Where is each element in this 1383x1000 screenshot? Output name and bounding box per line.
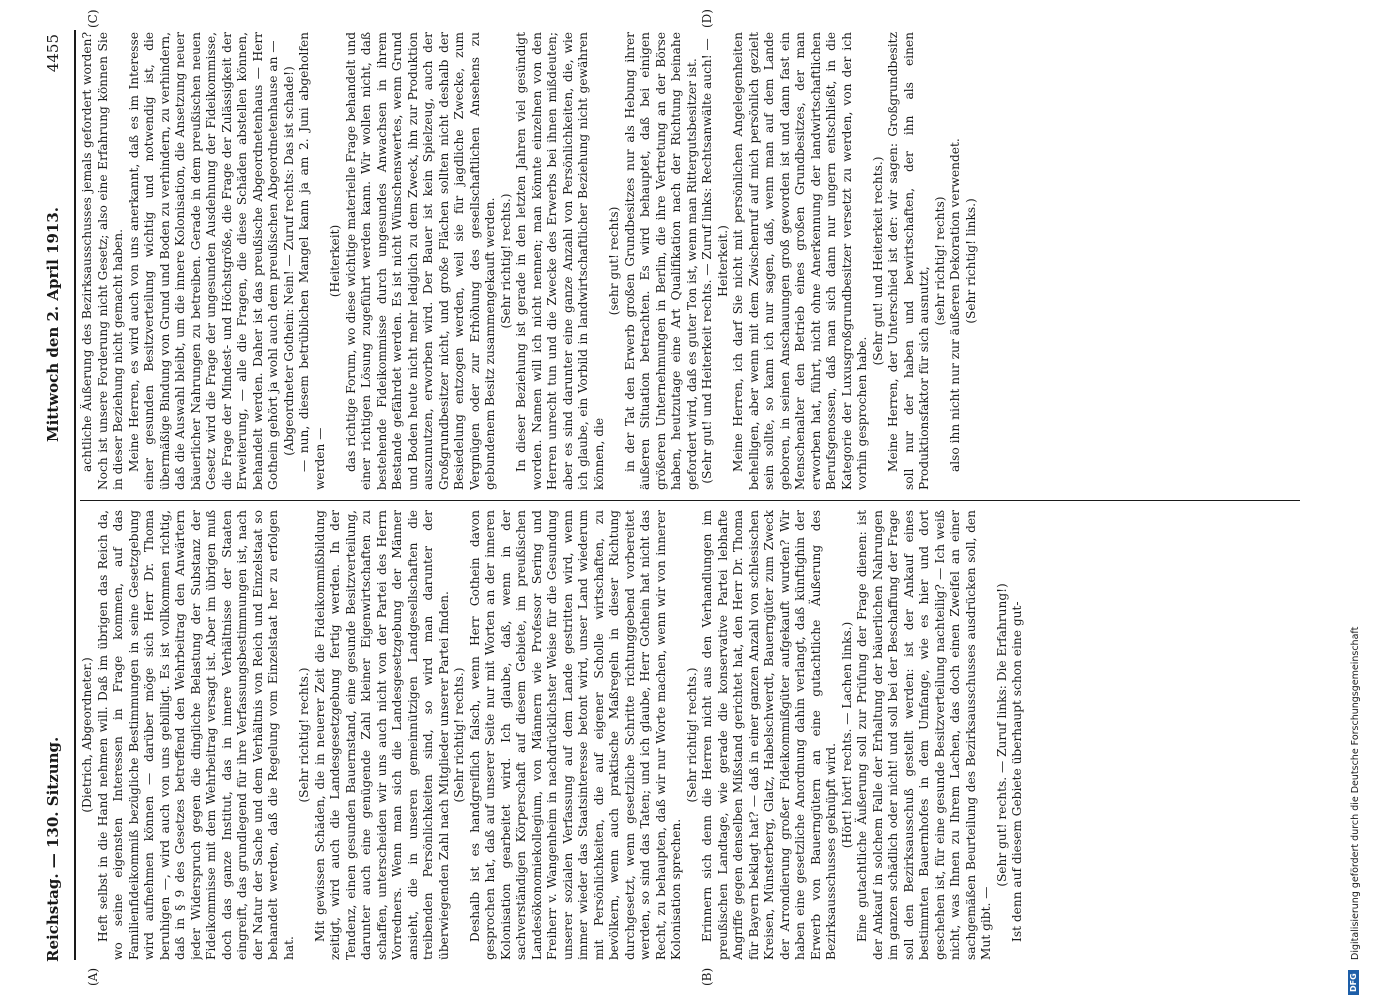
- paragraph: Eine gutachtliche Äußerung soll zur Prüfung der Frage dienen: ist der Ankauf in solchem Falle der Erhaltung der bäuerlichen Nahrungen im ganzen schädlich oder nicht! und soll bei der Beschaffung der Frage soll den Bezirksausschuß gestellt werden: ist der Ankauf eines bestimmten Bauernhofes in dem Umfange, wie es hier und dort geschehen ist, für eine gesunde Besitzverteilung nachteilig? — Ich weiß nicht, was Ihnen zu Ihrem Lachen, das doch einen Zweifel an einer sachgemäßen Beurteilung des Bezirksausschusses ausdrücken soll, den Mut gibt. —: [855, 510, 993, 960]
- paragraph: — nun, diesem betrüblichen Mangel kann ja am 2. Juni abgeholfen werden —: [297, 32, 327, 490]
- paragraph: (Heiterkeit): [328, 224, 342, 298]
- page-number: 4455: [44, 34, 62, 73]
- paragraph: also ihn nicht nur zur äußeren Dekoration verwendet.: [948, 138, 962, 472]
- column-divider: [80, 500, 1300, 501]
- page-header: [33, 34, 73, 962]
- dfg-logo: DFG: [1348, 970, 1359, 995]
- paragraph: Meine Herren, ich darf Sie nicht mit persönlichen Angelegenheiten behelligen, aber wenn mit dem Zwischenruf auf mich persönlich gezielt sein sollte, so kann ich nur sagen, daß, wenn man auf dem Lande geboren, in seinen Anschauungen groß geworden ist und dann fast ein Menschenalter den Betrieb eines großen Grundbesitzes, der man erworben hat, führt, nicht ohne Anerkennung der landwirtschaftlichen Berufsgenossen, daß man sich dann nur ungern entschließt, in die Kategorie der Luxusgroßgrundbesitzer versetzt zu werden, von der ich vorhin gesprochen habe.: [731, 32, 869, 490]
- left-column: [80, 510, 1300, 960]
- paragraph: das richtige Forum, wo diese wichtige materielle Frage behandelt und einer richtigen Lösung zugeführt werden kann. Wir wollen nicht, daß bestehende Fideikommisse durch ungesundes Anwachsen in ihrem Bestande gefährdet werden. Es ist nicht Wünschenswertes, wenn Grund und Boden heute nicht mehr lediglich zu dem Zweck, ihn zur Produktion auszunutzen, erworben wird. Der Bauer ist kein Spielzeug, auch der Großgrundbesitzer nicht, und große Flächen sollten nicht deshalb der Besiedelung entzogen werden, weil sie für jagdliche Zwecke, zum Vergnügen oder zur Erhöhung des gesellschaftlichen Ansehens zu gebundenem Besitz zusammengekauft werden.: [343, 32, 497, 490]
- paragraph: (sehr gut! rechts): [607, 206, 621, 316]
- paragraph: Mit gewissen Schäden, die in neuerer Zeit die Fideikommißbildung zeitigt, wird auch die Landesgesetzgebung fertig werden. In der Tendenz, einen gesunden Bauernstand, eine gesunde Besitzverteilung, darunter auch eine genügende Zahl kleiner Eigenwirtschaften zu schaffen, unterscheiden wir uns auch nicht von der Partei des Herrn Vorredners. Wenn man sich die Landesgesetzgebung der Männer ansieht, die in unseren gemeinnützigen Landgesellschaften die treibenden Persönlichkeiten sind, so wird man darunter der überwiegenden Zahl nach Mitglieder unserer Partei finden.: [312, 510, 451, 960]
- paragraph: in der Tat den Erwerb großen Grundbesitzes nur als Hebung ihrer äußeren Situation betrachten. Es wird behauptet, daß bei einigen größeren Unternehmungen in Berlin, die ihre Vertretung an der Börse haben, heutzutage eine Art Qualifikation nach der Richtung beinahe gefordert wird, daß es guter Ton ist, wenn man Rittergutsbesitzer ist.: [622, 32, 699, 490]
- paragraph: (Sehr richtig! rechts.): [297, 667, 311, 803]
- paragraph: (Sehr richtig! rechts.): [452, 667, 466, 803]
- paragraph: (Abgeordneter Gothein: Nein! — Zuruf rechts: Das ist schade!): [281, 66, 296, 456]
- paragraph: (Dietrich, Abgeordneter.): [80, 657, 94, 813]
- right-column: [80, 32, 1300, 490]
- paragraph: Meine Herren, es wird auch von uns anerkannt, daß es im Interesse einer gesunden Besitzverteilung wichtig und notwendig ist, die übermäßige Bindung von Grund und Boden zu verhindern, zu verhindern, daß die Auswahl bleibt, um die innere Kolonisation, die Ansetzung neuer bäuerlicher Nahrungen zu betreiben. Gerade in dem preußischen neuen Gesetz wird die Frage der ungesunden Ausdehnung der Fideikommisse, die Frage der Mindest- und Höchstgröße, die Frage der Zulässigkeit der Erweiterung, — alle die Fragen, die diese Schäden abstellen können, behandelt werden. Daher ist das preußische Abgeordnetenhaus — Herr Gothein gehört ja wohl auch dem preußischen Abgeordnetenhause an —: [126, 32, 280, 490]
- paragraph: (Sehr richtig! links.): [963, 198, 978, 324]
- paragraph: achtliche Äußerung des Bezirksausschusses jemals gefordert worden? Noch ist unsere Forderung nicht Gesetz; also eine Erfahrung können Sie in dieser Beziehung nicht gemacht haben.: [80, 32, 125, 490]
- margin-marker-b: (B): [700, 967, 714, 986]
- header-date: Mittwoch den 2. April 1913.: [44, 207, 62, 442]
- paragraph: Ist denn auf diesem Gebiete überhaupt schon eine gut-: [1010, 601, 1024, 942]
- digitization-note: Digitalisierung gefördert durch die Deutsche Forschungsgemeinschaft: [1350, 626, 1361, 960]
- paragraph: (Sehr gut! und Heiterkeit rechts.): [870, 156, 885, 366]
- paragraph: (Sehr gut! rechts. — Zuruf links: Die Erfahrung!): [994, 583, 1009, 887]
- paragraph: (Hört! hört! rechts. — Lachen links.): [839, 621, 854, 849]
- paragraph: (Sehr gut! und Heiterkeit rechts. — Zuruf links: Rechtsanwälte auch! — Heiterkeit.): [700, 38, 730, 484]
- paragraph: Heft selbst in die Hand nehmen will. Daß im übrigen das Reich da, wo seine eigensten Interessen in Frage kommen, auf das Familienfideikommiß bezügliche Bestimmungen in seine Gesetzgebung wird aufnehmen können — darüber möge sich Herr Dr. Thoma beruhigen —, wird auch von uns gebilligt. Es ist vollkommen richtig, daß in § 9 des Gesetzes betreffend den Wehrbeitrag den Anwärtern jeder Widerspruch gegen die dingliche Belastung der Substanz der Fideikommisse mit dem Wehrbeitrag versagt ist. Aber im übrigen muß doch das ganze Institut, das in innere Verhältnisse der Staaten eingreift, das grundlegend für ihre Verfassungsbestimmungen ist, nach der Natur der Sache und dem Verhältnis von Reich und Einzelstaat so behandelt werden, daß die Regelung vom Einzelstaat her zu erfolgen hat.: [95, 510, 296, 960]
- paragraph: Erinnern sich denn die Herren nicht aus den Verhandlungen im preußischen Landtage, wie gerade die konservative Partei lebhafte Angriffe gegen denselben Mißstand gerichtet hat, den Herr Dr. Thoma für Bayern beklagt hat? — daß in einer ganzen Anzahl von schlesischen Kreisen, Münsterberg, Glatz, Habelschwerdt, Bauerngüter zum Zweck der Arrondierung großer Fideikommißgüter aufgekauft wurden? Wir haben eine gesetzliche Anordnung dahin verlangt, daß künftighin der Erwerb von Bauerngütern an eine gutachtliche Äußerung des Bezirksausschusses geknüpft wird.: [700, 510, 838, 960]
- paragraph: (sehr richtig! rechts): [932, 196, 947, 326]
- header-rule: [74, 30, 76, 960]
- margin-marker-d: (D): [700, 9, 714, 28]
- margin-marker-a: (A): [86, 967, 100, 986]
- paragraph: (Sehr richtig! rechts.): [498, 193, 513, 329]
- paragraph: Deshalb ist es handgreiflich falsch, wenn Herr Gothein davon gesprochen hat, daß auf unserer Seite nur mit Worten an der inneren Kolonisation gearbeitet wird. Ich glaube, daß, wenn in der sachverständigen Körperschaft auf diesem Gebiete, im preußischen Landesökonomiekollegium, von Männern wie Professor Sering und Freiherr v. Wangenheim in nachdrücklichster Weise für die Gesundung unserer sozialen Verfassung auf dem Lande gestritten wird, wenn immer wieder das Staatsinteresse betont wird, unser Land wiederum mit Persönlichkeiten, die auf eigener Scholle wirtschaften, zu bevölkern, wenn auch praktische Maßregeln in dieser Richtung durchgesetzt, wenn gesetzliche Schritte richtunggebend vorbereitet werden, so sind das Taten; und ich glaube, Herr Gothein hat nicht das Recht, zu behaupten, daß wir nur Worte machen, wenn wir von innerer Kolonisation sprechen.: [467, 510, 683, 960]
- paragraph: (Sehr richtig! rechts.): [684, 667, 699, 803]
- paragraph: Meine Herren, der Unterschied ist der: wir sagen: Großgrundbesitz soll nur der haben und bewirtschaften, der ihn als einen Produktionsfaktor für sich ausnutzt,: [886, 32, 931, 490]
- paragraph: In dieser Beziehung ist gerade in den letzten Jahren viel gesündigt worden. Namen will ich nicht nennen; man könnte einzelnen von den Herren unrecht tun und die Zwecke des Erwerbs bei ihnen mißdeuten; aber es sind darunter eine ganze Anzahl von Persönlichkeiten, die, wie ich glaube, ein Vorbild in landwirtschaftlicher Beziehung nicht gewähren können, die: [514, 32, 606, 490]
- margin-marker-c: (C): [86, 9, 100, 28]
- header-left: Reichstag. — 130. Sitzung.: [44, 736, 62, 962]
